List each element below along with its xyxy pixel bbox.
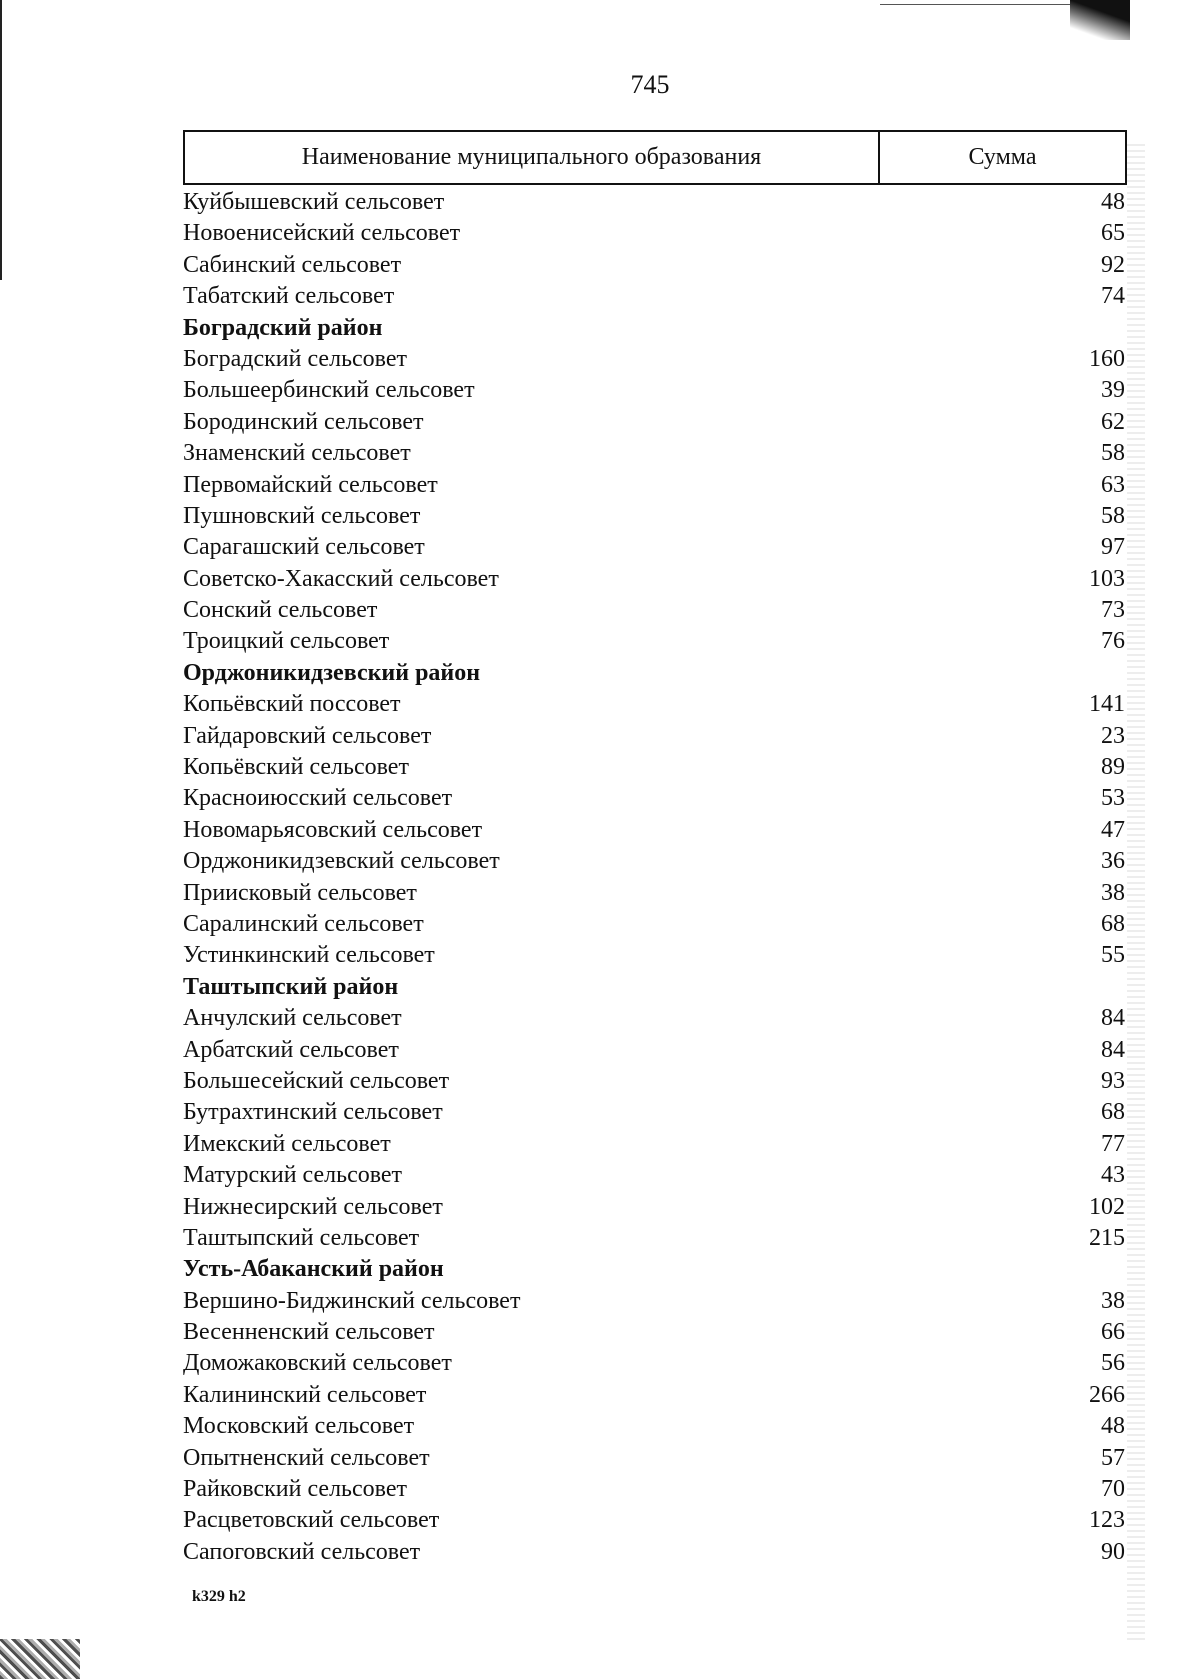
left-margin-rule [0, 0, 2, 280]
table-row [183, 815, 1127, 846]
table-row [183, 1505, 1127, 1536]
amount-value: 43 [1101, 1162, 1125, 1189]
amount-value: 215 [1089, 1224, 1125, 1251]
table-row [183, 1097, 1127, 1128]
amount-value: 36 [1101, 848, 1125, 875]
amount-value: 84 [1101, 1036, 1125, 1063]
district-heading-row [183, 972, 1127, 1003]
municipality-name: Красноиюсский сельсовет [183, 785, 453, 812]
municipality-name: Троицкий сельсовет [183, 628, 390, 655]
amount-value: 58 [1101, 440, 1125, 467]
amount-value [1125, 313, 1127, 344]
table-row [183, 1223, 1127, 1254]
table-row [183, 1411, 1127, 1442]
municipality-name: Таштыпский сельсовет [183, 1224, 420, 1251]
amount-value: 65 [1101, 220, 1125, 247]
municipality-name: Бородинский сельсовет [183, 408, 424, 435]
table-row [183, 1129, 1127, 1160]
municipality-name: Копьёвский сельсовет [183, 754, 409, 781]
municipality-name: Новомарьясовский сельсовет [183, 816, 483, 843]
municipality-name: Новоенисейский сельсовет [183, 220, 461, 247]
amount-value: 47 [1101, 816, 1125, 843]
amount-value: 48 [1101, 1413, 1125, 1440]
municipality-name: Пушновский сельсовет [183, 502, 421, 529]
table-row [183, 752, 1127, 783]
table-row [183, 1348, 1127, 1379]
table-row [183, 218, 1127, 249]
table-row [183, 438, 1127, 469]
amount-value: 38 [1101, 1287, 1125, 1314]
amount-value: 73 [1101, 597, 1125, 624]
table-row [183, 878, 1127, 909]
table-row [183, 626, 1127, 657]
municipality-name: Нижнесирский сельсовет [183, 1193, 443, 1220]
municipality-name: Боградский сельсовет [183, 345, 407, 372]
amount-value [1125, 1254, 1127, 1285]
municipality-name: Большеербинский сельсовет [183, 377, 475, 404]
municipality-name: Весенненский сельсовет [183, 1319, 435, 1346]
amount-value: 38 [1101, 879, 1125, 906]
amount-value: 74 [1101, 283, 1125, 310]
table-row [183, 1160, 1127, 1191]
amount-value: 68 [1101, 1099, 1125, 1126]
table-row [183, 1474, 1127, 1505]
table-row [183, 940, 1127, 971]
amount-value [1125, 658, 1127, 689]
table-row [183, 783, 1127, 814]
municipality-name: Советско-Хакасский сельсовет [183, 565, 499, 592]
amount-value: 77 [1101, 1130, 1125, 1157]
amount-value: 53 [1101, 785, 1125, 812]
table-row [183, 501, 1127, 532]
footer-code: k329 h2 [192, 1588, 246, 1605]
table-row [183, 595, 1127, 626]
municipality-name: Сарагашский сельсовет [183, 534, 425, 561]
scan-corner-noise [0, 1639, 80, 1679]
amount-value: 70 [1101, 1476, 1125, 1503]
amount-value: 23 [1101, 722, 1125, 749]
municipality-name: Калининский сельсовет [183, 1381, 427, 1408]
scan-noise-strip [1127, 140, 1145, 1640]
amount-value: 62 [1101, 408, 1125, 435]
amount-value: 92 [1101, 251, 1125, 278]
municipality-name: Райковский сельсовет [183, 1476, 407, 1503]
district-heading-row [183, 658, 1127, 689]
table-row [183, 1443, 1127, 1474]
municipality-name: Арбатский сельсовет [183, 1036, 399, 1063]
table-row [183, 721, 1127, 752]
table-row [183, 1317, 1127, 1348]
municipality-name: Московский сельсовет [183, 1413, 415, 1440]
table-header [183, 130, 1127, 185]
amount-value [1125, 972, 1127, 1003]
amount-value: 48 [1101, 189, 1125, 215]
municipality-name: Гайдаровский сельсовет [183, 722, 432, 749]
table-row [183, 407, 1127, 438]
municipality-name: Анчулский сельсовет [183, 1005, 402, 1032]
table-row [183, 909, 1127, 940]
municipality-name: Орджоникидзевский сельсовет [183, 848, 500, 875]
amount-value: 93 [1101, 1067, 1125, 1094]
table-row [183, 281, 1127, 312]
amount-value: 102 [1089, 1193, 1125, 1220]
district-name: Боградский район [183, 314, 383, 341]
municipality-name: Имекский сельсовет [183, 1130, 391, 1157]
amount-value: 76 [1101, 628, 1125, 655]
amount-value: 141 [1089, 691, 1125, 718]
municipality-name: Расцветовский сельсовет [183, 1507, 440, 1534]
amount-value: 160 [1089, 345, 1125, 372]
page-number: 745 [630, 70, 670, 99]
column-header-sum: Сумма [968, 144, 1037, 170]
amount-value: 84 [1101, 1005, 1125, 1032]
table-row [183, 564, 1127, 595]
table-row [183, 1286, 1127, 1317]
table-row [183, 1192, 1127, 1223]
table-row [183, 470, 1127, 501]
municipality-name: Доможаковский сельсовет [183, 1350, 452, 1377]
municipality-name: Знаменский сельсовет [183, 440, 411, 467]
table-row [183, 375, 1127, 406]
municipal-table [183, 130, 1127, 1568]
column-header-name: Наименование муниципального образования [185, 132, 880, 183]
amount-value: 56 [1101, 1350, 1125, 1377]
municipality-name: Матурский сельсовет [183, 1162, 403, 1189]
amount-value: 89 [1101, 754, 1125, 781]
municipality-name: Вершино-Биджинский сельсовет [183, 1287, 521, 1314]
table-row [183, 250, 1127, 281]
table-row [183, 846, 1127, 877]
municipality-name: Куйбышевский сельсовет [183, 189, 445, 215]
municipality-name: Приисковый сельсовет [183, 879, 417, 906]
district-name: Усть-Абаканский район [183, 1256, 444, 1283]
municipality-name: Сонский сельсовет [183, 597, 378, 624]
amount-value: 97 [1101, 534, 1125, 561]
district-name: Орджоникидзевский район [183, 659, 481, 686]
municipality-name: Саралинский сельсовет [183, 910, 424, 937]
table-row [183, 344, 1127, 375]
table-row [183, 1380, 1127, 1411]
municipality-name: Табатский сельсовет [183, 283, 395, 310]
amount-value: 63 [1101, 471, 1125, 498]
amount-value: 90 [1101, 1538, 1125, 1565]
amount-value: 55 [1101, 942, 1125, 969]
municipality-name: Сабинский сельсовет [183, 251, 402, 278]
municipality-name: Первомайский сельсовет [183, 471, 438, 498]
municipality-name: Бутрахтинский сельсовет [183, 1099, 443, 1126]
amount-value: 57 [1101, 1444, 1125, 1471]
municipality-name: Опытненский сельсовет [183, 1444, 430, 1471]
municipality-name: Сапоговский сельсовет [183, 1538, 421, 1565]
table-row [183, 689, 1127, 720]
amount-value: 123 [1089, 1507, 1125, 1534]
municipality-name: Копьёвский поссовет [183, 691, 401, 718]
amount-value: 68 [1101, 910, 1125, 937]
municipality-name: Устинкинский сельсовет [183, 942, 435, 969]
amount-value: 103 [1089, 565, 1125, 592]
district-heading-row [183, 313, 1127, 344]
municipality-name: Большесейский сельсовет [183, 1067, 450, 1094]
district-heading-row [183, 1254, 1127, 1285]
district-name: Таштыпский район [183, 973, 399, 1000]
table-row [183, 1066, 1127, 1097]
amount-value: 66 [1101, 1319, 1125, 1346]
amount-value: 58 [1101, 502, 1125, 529]
table-row [183, 1035, 1127, 1066]
scan-corner-mark [1070, 0, 1130, 40]
table-row [183, 187, 1127, 218]
table-row [183, 1003, 1127, 1034]
table-body [183, 187, 1127, 1568]
table-row [183, 532, 1127, 563]
amount-value: 266 [1089, 1381, 1125, 1408]
amount-value: 39 [1101, 377, 1125, 404]
table-row [183, 1537, 1127, 1568]
